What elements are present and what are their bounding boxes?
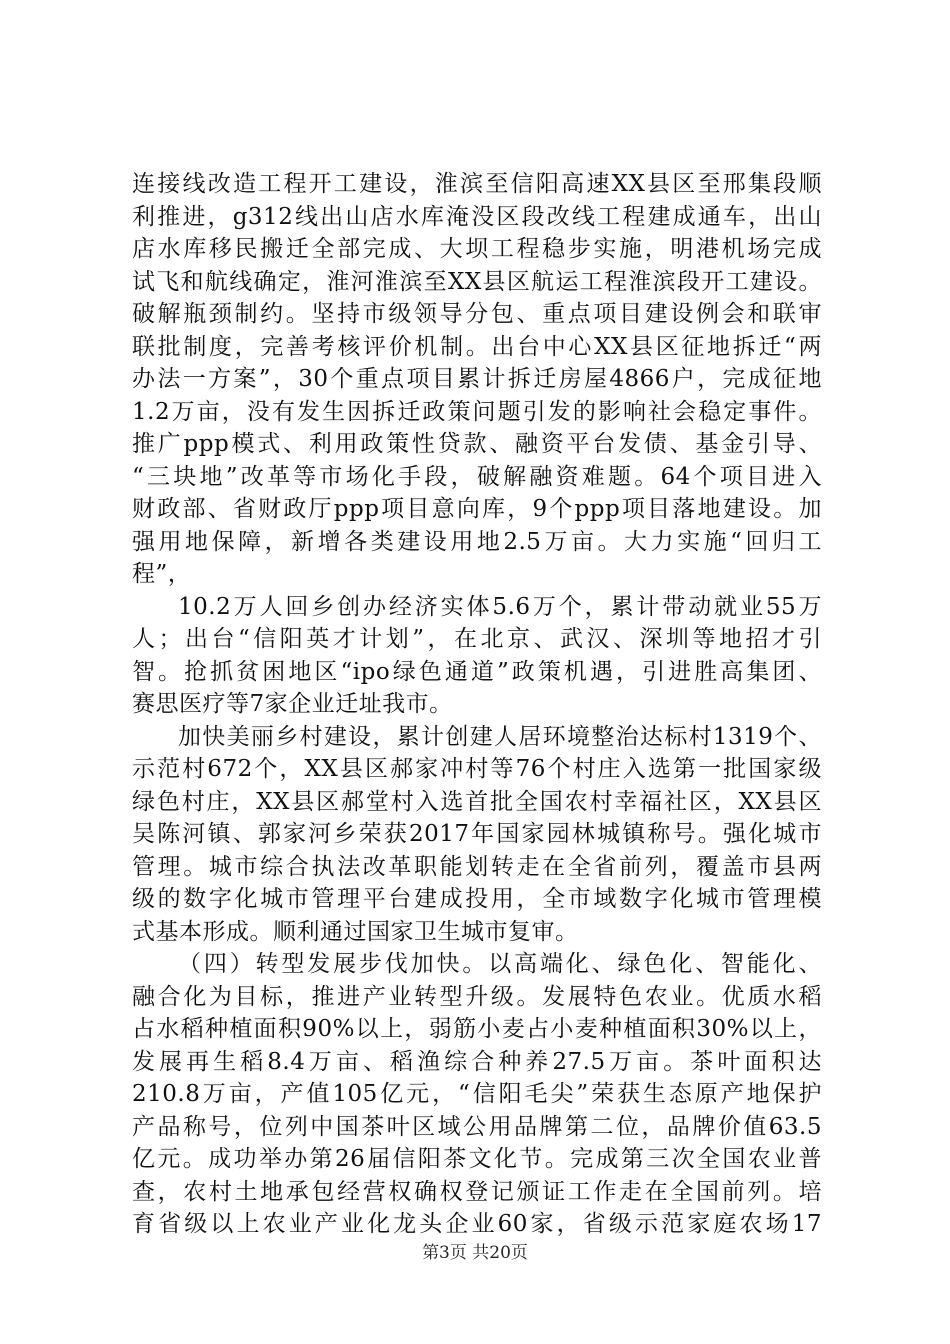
text-line: 融合化为目标，推进产业转型升级。发展特色农业。优质水稻 (132, 983, 822, 1010)
text-line: 示范村672个，XX县区郝家冲村等76个村庄入选第一批国家级 (132, 756, 822, 782)
text-line: 10.2万人回乡创办经济实体5.6万个，累计带动就业55万 (178, 593, 822, 620)
text-line: 程”， (132, 561, 192, 587)
text-line: 绿色村庄，XX县区郝堂村入选首批全国农村幸福社区，XX县区 (132, 788, 822, 815)
text-line: 1.2万亩，没有发生因拆迁政策问题引发的影响社会稳定事件。 (132, 398, 822, 425)
text-line: 发展再生稻8.4万亩、稻渔综合种养27.5万亩。茶叶面积达 (132, 1048, 822, 1075)
page-footer: 第3页 共20页 (422, 1243, 528, 1263)
text-line: 利推进，g312线出山店水库淹没区段改线工程建成通车，出山 (132, 203, 822, 230)
text-line: 强用地保障，新增各类建设用地2.5万亩。大力实施“回归工 (132, 528, 822, 555)
text-line: 吴陈河镇、郭家河乡荣获2017年国家园林城镇称号。强化城市 (132, 821, 822, 847)
text-line: “三块地”改革等市场化手段，破解融资难题。64个项目进入 (132, 463, 822, 490)
text-line: 联批制度，完善考核评价机制。出台中心XX县区征地拆迁“两 (132, 333, 822, 360)
text-line: 财政部、省财政厅ppp项目意向库，9个ppp项目落地建设。加 (132, 496, 822, 522)
text-line: 产品称号，位列中国茶叶区域公用品牌第二位，品牌价值63.5 (132, 1113, 822, 1140)
text-line: 占水稻种植面积90%以上，弱筋小麦占小麦种植面积30%以上， (132, 1016, 822, 1042)
text-line: 亿元。成功举办第26届信阳茶文化节。完成第三次全国农业普 (132, 1146, 822, 1172)
text-line: 级的数字化城市管理平台建成投用，全市域数字化城市管理模 (132, 886, 822, 912)
text-line: 加快美丽乡村建设，累计创建人居环境整治达标村1319个、 (178, 723, 822, 750)
text-line: 推广ppp模式、利用政策性贷款、融资平台发债、基金引导、 (132, 431, 822, 457)
text-line: 破解瓶颈制约。坚持市级领导分包、重点项目建设例会和联审 (132, 301, 822, 327)
text-line: （四）转型发展步伐加快。以高端化、绿色化、智能化、 (178, 951, 822, 977)
text-line: 办法一方案”，30个重点项目累计拆迁房屋4866户，完成征地 (132, 366, 822, 392)
text-line: 人；出台“信阳英才计划”，在北京、武汉、深圳等地招才引 (132, 626, 822, 652)
text-line: 智。抢抓贫困地区“ipo绿色通道”政策机遇，引进胜高集团、 (132, 658, 822, 685)
body-text (132, 168, 822, 1241)
text-line: 式基本形成。顺利通过国家卫生城市复审。 (132, 918, 579, 945)
text-line: 赛思医疗等7家企业迁址我市。 (132, 691, 453, 717)
text-line: 210.8万亩，产值105亿元，“信阳毛尖”荣获生态原产地保护 (132, 1081, 822, 1107)
text-line: 查，农村土地承包经营权确权登记颁证工作走在全国前列。培 (132, 1178, 822, 1205)
text-line: 连接线改造工程开工建设，淮滨至信阳高速XX县区至邢集段顺 (132, 171, 822, 197)
text-line: 店水库移民搬迁全部完成、大坝工程稳步实施，明港机场完成 (132, 236, 822, 262)
text-line: 试飞和航线确定，淮河淮滨至XX县区航运工程淮滨段开工建设。 (132, 268, 822, 295)
text-line: 管理。城市综合执法改革职能划转走在全省前列，覆盖市县两 (132, 853, 822, 880)
text-line: 育省级以上农业产业化龙头企业60家，省级示范家庭农场17 (132, 1211, 822, 1237)
